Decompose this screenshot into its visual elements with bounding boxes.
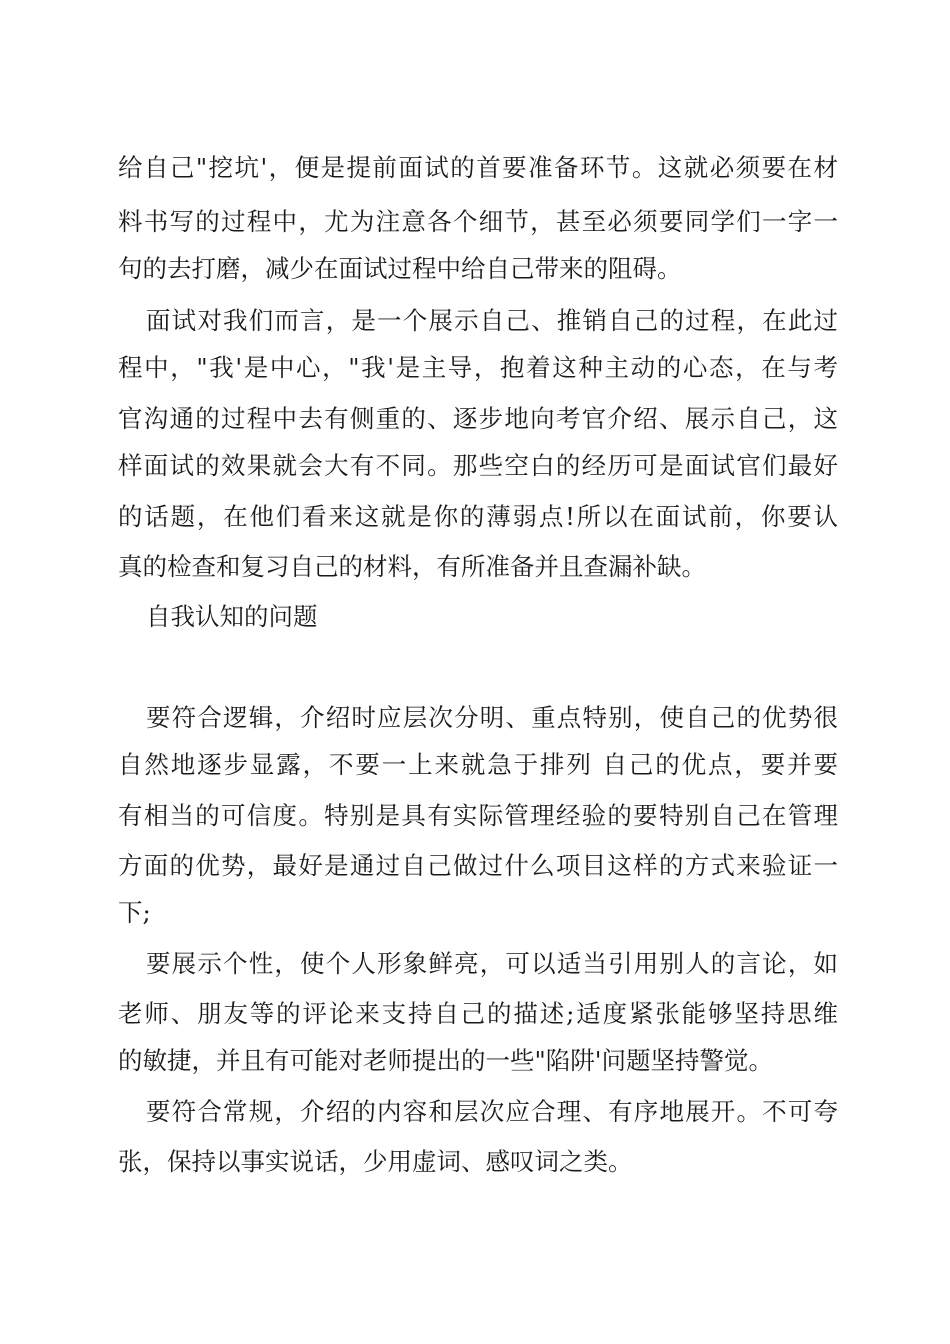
- paragraph-3-line-5: 下;: [118, 898, 151, 927]
- paragraph-2-line-6: 真的检查和复习自己的材料，有所准备并且查漏补缺。: [118, 552, 706, 581]
- paragraph-1-line-2: 料书写的过程中，尤为注意各个细节，甚至必须要同学们一字一: [118, 207, 838, 236]
- paragraph-2-line-3: 官沟通的过程中去有侧重的、逐步地向考官介绍、展示自己，这: [118, 404, 838, 433]
- paragraph-3-line-2: 自然地逐步显露，不要一上来就急于排列 自己的优点，要并要: [118, 750, 838, 779]
- paragraph-2-line-5: 的话题，在他们看来这就是你的薄弱点!所以在面试前，你要认: [118, 502, 838, 531]
- paragraph-3-line-1: 要符合逻辑，介绍时应层次分明、重点特别，使自己的优势很: [146, 703, 838, 732]
- paragraph-4-line-1: 要展示个性，使个人形象鲜亮，可以适当引用别人的言论，如: [146, 949, 838, 978]
- paragraph-1-line-3: 句的去打磨，减少在面试过程中给自己带来的阻碍。: [118, 254, 682, 283]
- paragraph-2-line-1: 面试对我们而言，是一个展示自己、推销自己的过程，在此过: [146, 306, 838, 335]
- paragraph-3-line-4: 方面的优势，最好是通过自己做过什么项目这样的方式来验证一: [118, 851, 838, 880]
- paragraph-2-line-4: 样面试的效果就会大有不同。那些空白的经历可是面试官们最好: [118, 451, 838, 480]
- paragraph-5-line-2: 张，保持以事实说话，少用虚词、感叹词之类。: [118, 1147, 633, 1176]
- section-heading: 自我认知的问题: [146, 602, 318, 631]
- paragraph-4-line-3: 的敏捷，并且有可能对老师提出的一些"陷阱'问题坚持警觉。: [118, 1046, 774, 1075]
- paragraph-4-line-2: 老师、朋友等的评论来支持自己的描述;适度紧张能够坚持思维: [118, 999, 838, 1028]
- paragraph-1-line-1: 给自己"挖坑'，便是提前面试的首要准备环节。这就必须要在材: [118, 153, 838, 182]
- paragraph-2-line-2: 程中，"我'是中心，"我'是主导，抱着这种主动的心态，在与考: [118, 353, 838, 382]
- paragraph-3-line-3: 有相当的可信度。特别是具有实际管理经验的要特别自己在管理: [118, 801, 838, 830]
- paragraph-5-line-1: 要符合常规，介绍的内容和层次应合理、有序地展开。不可夸: [146, 1097, 838, 1126]
